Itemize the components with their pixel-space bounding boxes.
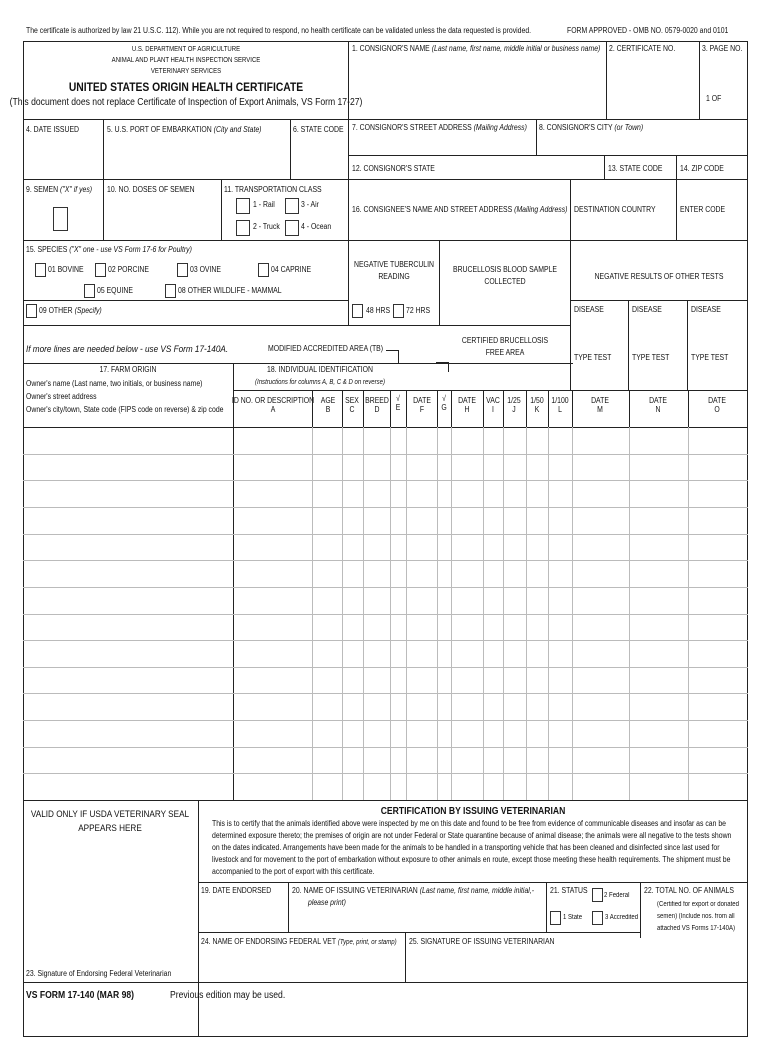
- col-d-letter: D: [374, 404, 380, 414]
- species-label: [26, 246, 192, 255]
- state-code-field[interactable]: 6. STATE CODE: [293, 125, 344, 134]
- status-label: 21. STATUS: [550, 886, 588, 895]
- rule: [688, 390, 689, 427]
- date-endorsed-field[interactable]: 19. DATE ENDORSED: [201, 886, 272, 895]
- date-issued-field[interactable]: 4. DATE ISSUED: [26, 125, 80, 134]
- wildlife-label: 08 OTHER WILDLIFE - MAMMAL: [178, 286, 282, 295]
- certification-title: CERTIFICATION BY ISSUING VETERINARIAN: [380, 806, 566, 817]
- certificate-no-field[interactable]: 2. CERTIFICATE NO.: [609, 44, 676, 53]
- hrs72-label: 72 HRS: [406, 306, 431, 315]
- col-b-top: AGE: [320, 396, 336, 405]
- consignee-field[interactable]: [352, 206, 567, 215]
- consignee-label: 16. CONSIGNEE'S NAME AND STREET ADDRESS: [352, 205, 513, 214]
- ocean-label: 4 - Ocean: [301, 222, 332, 231]
- col-i-top: VAC: [486, 396, 500, 405]
- rule: [570, 179, 571, 240]
- col-o-header: [708, 397, 726, 415]
- grid-col-line: [451, 427, 452, 800]
- consignor-name-label: 1. CONSIGNOR'S NAME: [352, 44, 430, 53]
- col-l-letter: L: [558, 404, 562, 414]
- issuing-vet-signature-field[interactable]: 25. SIGNATURE OF ISSUING VETERINARIAN: [409, 937, 555, 946]
- porcine-label: 02 PORCINE: [108, 265, 149, 274]
- rule: [233, 363, 234, 800]
- col-k-header: [530, 397, 543, 415]
- rule: [546, 882, 547, 932]
- wildlife-checkbox[interactable]: [165, 284, 176, 298]
- grid-row-line: [23, 640, 748, 641]
- col-g-top: √: [442, 394, 446, 403]
- page-of-label: 1 OF: [706, 94, 722, 103]
- equine-checkbox[interactable]: [84, 284, 95, 298]
- consignor-street-hint: (Mailing Address): [473, 123, 527, 132]
- grid-col-line: [688, 427, 689, 800]
- col-j-header: [507, 397, 520, 415]
- rule: [629, 390, 630, 427]
- issuing-vet-label: 20. NAME OF ISSUING VETERINARIAN: [292, 886, 418, 895]
- rule: [23, 41, 24, 1036]
- rule: [570, 240, 571, 390]
- species-hint: ("X" one - use VS Form 17-6 for Poultry): [69, 245, 192, 254]
- rule: [103, 179, 104, 240]
- col-d-header: [365, 397, 389, 415]
- rule: [312, 390, 313, 427]
- truck-label: 2 - Truck: [253, 222, 280, 231]
- form-title: UNITED STATES ORIGIN HEALTH CERTIFICATE: [68, 80, 304, 94]
- rule: [390, 390, 391, 427]
- rule: [23, 300, 349, 301]
- col-j-top: 1/25: [507, 396, 521, 405]
- accredited-checkbox[interactable]: [592, 911, 603, 925]
- form-subtitle: (This document does not replace Certificate of Inspection of Export Animals, VS Form 17-27): [9, 97, 363, 108]
- neg-tb-line2: READING: [378, 272, 410, 281]
- hrs48-checkbox[interactable]: [352, 304, 363, 318]
- rule: [103, 119, 104, 179]
- more-lines-note: If more lines are needed below - use VS Form 17-140A.: [26, 344, 229, 355]
- state-label: 1 State: [563, 914, 583, 921]
- col-f-letter: F: [419, 404, 425, 414]
- other-species-checkbox[interactable]: [26, 304, 37, 318]
- rule: [342, 390, 343, 427]
- col-l-top: 1/100: [551, 396, 569, 405]
- rule: [363, 390, 364, 427]
- rule: [606, 41, 607, 119]
- rule: [699, 41, 700, 119]
- rule: [198, 932, 641, 933]
- bovine-label: 01 BOVINE: [48, 265, 84, 274]
- rule: [406, 390, 407, 427]
- rule: [687, 300, 688, 390]
- farm-origin-label: 17. FARM ORIGIN: [99, 365, 157, 374]
- disease-3[interactable]: DISEASE: [691, 305, 721, 314]
- endorsing-signature-field[interactable]: 23. Signature of Endorsing Federal Veterinarian: [26, 969, 172, 978]
- rule: [23, 427, 748, 428]
- endorsing-vet-label: 24. NAME OF ENDORSING FEDERAL VET: [201, 937, 336, 946]
- other-label: 09 OTHER: [39, 306, 73, 315]
- col-b-letter: B: [325, 404, 331, 414]
- rule: [23, 119, 748, 120]
- air-label: 3 - Air: [301, 200, 319, 209]
- col-o-top: DATE: [708, 396, 726, 405]
- rule: [628, 300, 629, 390]
- consignor-name-hint: (Last name, first name, middle initial or business name): [431, 44, 601, 53]
- col-c-letter: C: [349, 404, 355, 414]
- bruc-sample-line2: COLLECTED: [484, 277, 526, 286]
- other-hint: (Specify): [74, 306, 102, 315]
- type-test-2[interactable]: TYPE TEST: [632, 353, 670, 362]
- type-test-3[interactable]: TYPE TEST: [691, 353, 729, 362]
- col-a-top: ID NO. OR DESCRIPTION: [231, 396, 315, 405]
- type-test-1[interactable]: TYPE TEST: [574, 353, 612, 362]
- grid-row-line: [23, 720, 748, 721]
- col-g-letter: G: [441, 402, 447, 412]
- semen-label: 9. SEMEN: [26, 185, 59, 194]
- total-animals-hint1: (Certified for export or donated: [657, 901, 739, 908]
- grid-row-line: [23, 587, 748, 588]
- issuing-vet-hint1: (Last name, first name, middle initial,-: [419, 886, 535, 895]
- grid-col-line: [526, 427, 527, 800]
- agency-line-1: U.S. DEPARTMENT OF AGRICULTURE: [131, 46, 241, 53]
- col-c-header: [345, 397, 359, 415]
- grid-col-line: [363, 427, 364, 800]
- hrs72-checkbox[interactable]: [393, 304, 404, 318]
- rule: [437, 390, 438, 427]
- col-e-top: √: [396, 394, 400, 403]
- total-animals-field[interactable]: 22. TOTAL NO. OF ANIMALS: [644, 886, 734, 895]
- destination-country-field[interactable]: DESTINATION COUNTRY: [574, 205, 656, 214]
- consignor-city-label: 8. CONSIGNOR'S CITY: [539, 123, 613, 132]
- col-m-letter: M: [597, 404, 603, 414]
- rule: [348, 240, 349, 325]
- federal-label: 2 Federal: [604, 892, 630, 899]
- col-h-letter: H: [464, 404, 470, 414]
- col-n-header: [649, 397, 667, 415]
- semen-checkbox[interactable]: [53, 207, 68, 231]
- col-i-header: [486, 397, 500, 415]
- grid-row-line: [23, 507, 748, 508]
- rule: [503, 390, 504, 427]
- bruc-sample-line1: BRUCELLOSIS BLOOD SAMPLE: [452, 265, 558, 274]
- col-i-letter: I: [492, 404, 494, 414]
- grid-row-line: [23, 773, 748, 774]
- port-hint: (City and State): [213, 125, 262, 134]
- rail-checkbox[interactable]: [236, 198, 250, 214]
- agency-line-2: ANIMAL AND PLANT HEALTH INSPECTION SERVICE: [111, 57, 261, 64]
- semen-hint: ("X" if yes): [60, 185, 93, 194]
- rule: [23, 41, 748, 42]
- consignor-name-field[interactable]: [352, 45, 600, 54]
- state-code-13-field[interactable]: 13. STATE CODE: [608, 164, 663, 173]
- grid-col-line: [483, 427, 484, 800]
- caprine-label: 04 CAPRINE: [271, 265, 312, 274]
- accredited-label: 3 Accredited: [605, 914, 639, 921]
- grid-row-line: [23, 560, 748, 561]
- port-embarkation-field[interactable]: [107, 126, 261, 135]
- col-a-header: [232, 397, 314, 415]
- consignee-hint: (Mailing Address): [514, 205, 568, 214]
- rule: [640, 882, 641, 938]
- rule: [676, 155, 677, 179]
- issuing-vet-hint2: please print): [308, 898, 346, 907]
- rule: [233, 390, 748, 391]
- col-k-top: 1/50: [530, 396, 544, 405]
- owner-street-label: Owner's street address: [26, 392, 97, 401]
- previous-edition-note: Previous edition may be used.: [170, 990, 286, 1001]
- col-k-letter: K: [534, 404, 540, 414]
- rule: [348, 41, 349, 119]
- grid-col-line: [503, 427, 504, 800]
- equine-label: 05 EQUINE: [97, 286, 133, 295]
- rule: [290, 119, 291, 179]
- grid-row-line: [23, 667, 748, 668]
- grid-col-line: [548, 427, 549, 800]
- grid-col-line: [312, 427, 313, 800]
- mod-accredited-label: MODIFIED ACCREDITED AREA (TB): [268, 344, 384, 353]
- individual-id-label: 18. INDIVIDUAL IDENTIFICATION: [267, 365, 373, 374]
- disease-2[interactable]: DISEASE: [632, 305, 662, 314]
- rule: [570, 300, 748, 301]
- rule: [23, 800, 748, 801]
- grid-col-line: [390, 427, 391, 800]
- form-approved-label: FORM APPROVED - OMB NO. 0579-0020 and 0101: [567, 26, 729, 35]
- page-no-field[interactable]: 3. PAGE NO.: [702, 44, 743, 53]
- ovine-label: 03 OVINE: [190, 265, 221, 274]
- col-j-letter: J: [512, 404, 516, 414]
- seal-note-line2: APPEARS HERE: [78, 823, 142, 834]
- rule: [398, 350, 399, 364]
- bovine-checkbox[interactable]: [35, 263, 46, 277]
- col-m-header: [591, 397, 609, 415]
- col-n-top: DATE: [649, 396, 667, 405]
- neg-tb-line1: NEGATIVE TUBERCULIN: [353, 260, 435, 269]
- owner-name-label: Owner's name (Last name, two initials, or business name): [26, 379, 203, 388]
- rule: [23, 982, 748, 983]
- issuing-vet-name-field[interactable]: [292, 887, 534, 896]
- rule: [451, 390, 452, 427]
- col-o-letter: O: [714, 404, 720, 414]
- state-checkbox[interactable]: [550, 911, 561, 925]
- agency-line-3: VETERINARY SERVICES: [150, 68, 222, 75]
- consignor-street-field[interactable]: [352, 124, 527, 133]
- cert-text-line2: determined exposure thereto; the premises of origin are not under Federal or State quarantine because of animal disease; the animals were all negative to the tests shown: [212, 831, 732, 840]
- authorization-notice: The certificate is authorized by law 21 U.S.C. 112). While you are not required to respond, no health certificate can be validated unless the data requested is provided.: [26, 26, 532, 35]
- porcine-checkbox[interactable]: [95, 263, 106, 277]
- form-number: VS FORM 17-140 (MAR 98): [26, 990, 135, 1001]
- rule: [572, 390, 573, 427]
- consignor-city-hint: (or Town): [614, 123, 644, 132]
- col-a-letter: A: [270, 404, 276, 414]
- grid-row-line: [23, 693, 748, 694]
- col-h-header: [458, 397, 476, 415]
- cert-text-line4: livestock and for movement to the port of embarkation without exposure to other animals en route, except those meeting these health requirements. The shipment must be: [212, 855, 731, 864]
- consignor-state-field[interactable]: 12. CONSIGNOR'S STATE: [352, 164, 435, 173]
- hrs48-label: 48 HRS: [366, 306, 391, 315]
- grid-row-line: [23, 534, 748, 535]
- rule: [747, 41, 748, 1036]
- col-e-letter: E: [395, 402, 401, 412]
- rule: [23, 179, 748, 180]
- seal-note-line1: VALID ONLY IF USDA VETERINARY SEAL: [30, 809, 190, 820]
- doses-semen-field[interactable]: 10. NO. DOSES OF SEMEN: [107, 185, 195, 194]
- col-h-top: DATE: [458, 396, 476, 405]
- grid-row-line: [23, 480, 748, 481]
- col-e-header: [396, 395, 401, 413]
- grid-col-line: [437, 427, 438, 800]
- grid-row-line: [23, 747, 748, 748]
- rule: [526, 390, 527, 427]
- total-animals-hint2: semen) (Include nos. from all: [657, 913, 735, 920]
- cert-text-line1: This is to certify that the animals identified above were inspected by me on this date and found to be free from evidence of communicable diseases and insofar as can be: [212, 819, 726, 828]
- owner-city-label: Owner's city/town, State code (FIPS code on reverse) & zip code: [26, 405, 224, 414]
- other-species-field[interactable]: [39, 307, 102, 316]
- rule: [548, 390, 549, 427]
- total-animals-hint3: attached VS Forms 17-140A): [657, 925, 735, 932]
- endorsing-vet-hint: (Type, print, or stamp): [337, 939, 397, 946]
- zip-code-field[interactable]: 14. ZIP CODE: [680, 164, 724, 173]
- rule: [23, 363, 573, 364]
- rule: [439, 240, 440, 325]
- federal-checkbox[interactable]: [592, 888, 603, 902]
- rule: [221, 179, 222, 240]
- grid-col-line: [342, 427, 343, 800]
- rule: [536, 119, 537, 155]
- endorsing-vet-field[interactable]: [201, 938, 397, 947]
- transportation-class-label: 11. TRANSPORTATION CLASS: [224, 185, 322, 194]
- consignor-street-label: 7. CONSIGNOR'S STREET ADDRESS: [352, 123, 472, 132]
- cert-text-line3: on the dates indicated. Arrangements have been made for the animals to be handled in a transporting vehicle that has been cleaned and disinfected since last used for: [212, 843, 720, 852]
- caprine-checkbox[interactable]: [258, 263, 269, 277]
- neg-other-tests: NEGATIVE RESULTS OF OTHER TESTS: [594, 272, 724, 281]
- col-n-letter: N: [655, 404, 661, 414]
- species-label-text: 15. SPECIES: [26, 245, 68, 254]
- col-c-top: SEX: [345, 396, 359, 405]
- port-label: 5. U.S. PORT OF EMBARKATION: [107, 125, 212, 134]
- col-b-header: [321, 397, 336, 415]
- truck-checkbox[interactable]: [236, 220, 250, 236]
- consignor-city-field[interactable]: [539, 124, 643, 133]
- col-g-header: [441, 395, 446, 413]
- col-f-header: [413, 397, 431, 415]
- rule: [348, 119, 349, 240]
- air-checkbox[interactable]: [285, 198, 299, 214]
- rule: [23, 325, 571, 326]
- grid-col-line: [572, 427, 573, 800]
- enter-code-field[interactable]: ENTER CODE: [680, 205, 726, 214]
- rule: [604, 155, 605, 179]
- rule: [483, 390, 484, 427]
- col-l-header: [551, 397, 568, 415]
- rule: [386, 350, 398, 351]
- grid-col-line: [406, 427, 407, 800]
- ocean-checkbox[interactable]: [285, 220, 299, 236]
- rule: [348, 155, 748, 156]
- rule: [676, 179, 677, 240]
- col-m-top: DATE: [591, 396, 609, 405]
- grid-col-line: [629, 427, 630, 800]
- col-f-top: DATE: [413, 396, 431, 405]
- grid-row-line: [23, 454, 748, 455]
- ovine-checkbox[interactable]: [177, 263, 188, 277]
- disease-1[interactable]: DISEASE: [574, 305, 604, 314]
- rule: [405, 932, 406, 982]
- rule: [288, 882, 289, 932]
- cert-bruc-line2: FREE AREA: [485, 348, 525, 357]
- rail-label: 1 - Rail: [253, 200, 275, 209]
- individual-id-hint: (Instructions for columns A, B, C & D on reverse): [255, 379, 385, 386]
- rule: [23, 240, 748, 241]
- cert-bruc-line1: CERTIFIED BRUCELLOSIS: [461, 336, 549, 345]
- semen-field: [26, 186, 92, 195]
- cert-text-line5: accompanied to the port of export with this certificate.: [212, 867, 375, 876]
- grid-row-line: [23, 614, 748, 615]
- rule: [198, 882, 748, 883]
- col-d-top: BREED: [365, 396, 389, 405]
